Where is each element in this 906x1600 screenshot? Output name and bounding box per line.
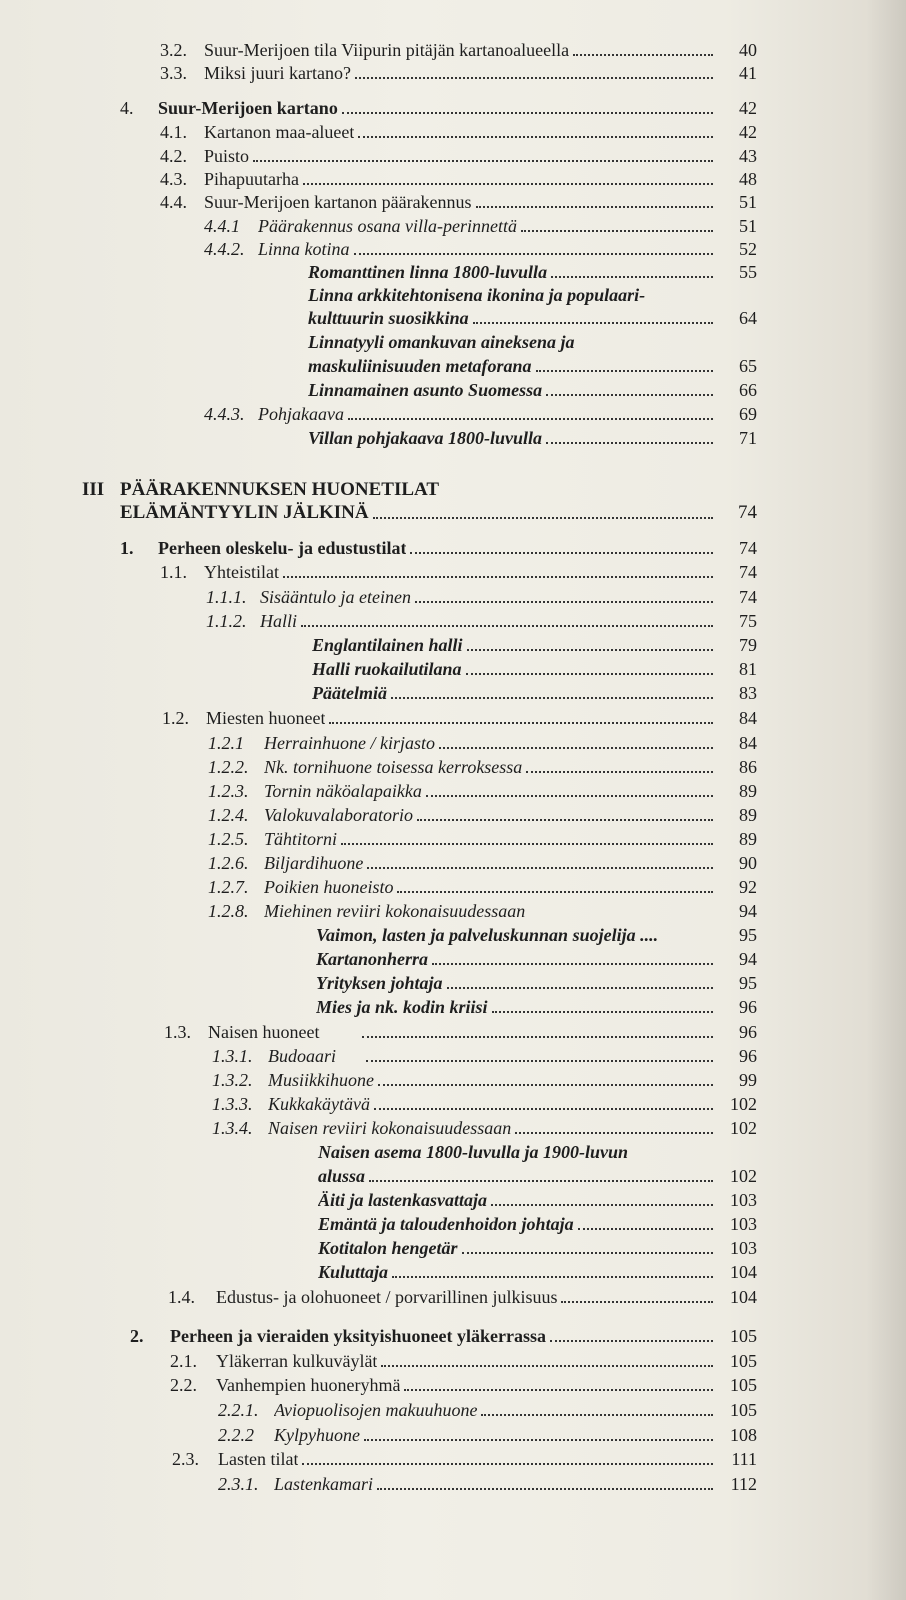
toc-entry-title: Mies ja nk. kodin kriisi xyxy=(316,997,488,1017)
toc-entry xyxy=(208,899,757,923)
dot-leader xyxy=(329,722,713,724)
toc-entry-title: Halli xyxy=(260,611,298,631)
toc-entry-number: 4.2. xyxy=(160,146,187,166)
toc-entry-title: alussa xyxy=(318,1166,366,1186)
part-title-line: PÄÄRAKENNUKSEN HUONETILAT xyxy=(120,479,439,500)
toc-entry-title: Suur-Merijoen kartanon päärakennus xyxy=(204,192,472,212)
toc-entry-title: Miesten huoneet xyxy=(206,708,326,728)
dot-leader xyxy=(491,1204,713,1206)
toc-entry-number: 1.1.1. xyxy=(206,587,247,607)
toc-entry-page: 51 xyxy=(739,216,757,236)
dot-leader xyxy=(301,625,713,627)
toc-entry-number: 4.4.2. xyxy=(204,239,245,259)
toc-entry-title: Kylpyhuone xyxy=(274,1425,360,1445)
toc-entry-page: 48 xyxy=(739,169,757,189)
dot-leader xyxy=(391,697,713,699)
toc-entry-page: 41 xyxy=(739,63,757,83)
toc-entry xyxy=(212,1068,757,1092)
toc-entry-title: Villan pohjakaava 1800-luvulla xyxy=(308,428,543,448)
toc-entry-title: Kartanonherra xyxy=(316,949,429,969)
toc-entry-page: 74 xyxy=(739,562,757,582)
dot-leader xyxy=(515,1132,713,1134)
toc-entry-page: 105 xyxy=(730,1351,757,1371)
toc-entry-title: Tornin näköalapaikka xyxy=(264,781,422,801)
toc-entry xyxy=(316,923,757,947)
dot-leader xyxy=(341,843,713,845)
toc-entry-number: 4.4.3. xyxy=(204,404,245,424)
dot-leader xyxy=(358,136,713,138)
toc-entry-page: 99 xyxy=(739,1070,757,1090)
toc-entry-title: Herrainhuone / kirjasto xyxy=(264,733,435,753)
toc-entry-title-line: Linna arkkitehtonisena ikonina ja populaari- xyxy=(308,285,646,305)
toc-entry-number: 1.3. xyxy=(164,1022,191,1042)
toc-entry xyxy=(218,1398,757,1422)
toc-entry-number: 3.3. xyxy=(160,63,187,83)
dot-leader xyxy=(283,576,713,578)
dot-leader xyxy=(561,1301,713,1303)
dot-leader xyxy=(447,987,713,989)
toc-entry-number: 1.3.1. xyxy=(212,1046,253,1066)
toc-entry xyxy=(308,260,757,284)
toc-entry-number: 4. xyxy=(120,98,134,118)
toc-entry xyxy=(204,214,757,238)
dot-leader xyxy=(364,1439,713,1441)
page-shadow xyxy=(866,0,906,1600)
dot-leader xyxy=(303,183,713,185)
toc-entry xyxy=(170,1373,757,1397)
toc-entry-number: 1.4. xyxy=(168,1287,195,1307)
dot-leader xyxy=(466,673,713,675)
toc-entry xyxy=(208,755,757,779)
toc-entry-title: Vaimon, lasten ja palveluskunnan suojelija .... xyxy=(316,925,659,945)
toc-entry-number: 1. xyxy=(120,538,134,558)
toc-entry-page: 95 xyxy=(739,973,757,993)
toc-entry-title: Linnamainen asunto Suomessa xyxy=(308,380,543,400)
toc-entry-title: Kartanon maa-alueet xyxy=(204,122,355,142)
toc-entry-page: 102 xyxy=(730,1118,757,1138)
toc-entry xyxy=(160,190,757,214)
toc-entry xyxy=(218,1472,757,1496)
dot-leader xyxy=(426,795,713,797)
toc-entry-page: 89 xyxy=(739,829,757,849)
toc-entry-page: 66 xyxy=(739,380,757,400)
toc-entry xyxy=(318,1188,757,1212)
dot-leader xyxy=(536,370,713,372)
toc-entry xyxy=(212,1116,757,1140)
toc-entry xyxy=(212,1044,757,1068)
toc-entry-page: 43 xyxy=(739,146,757,166)
toc-entry-number: 1.2.1 xyxy=(208,733,244,753)
toc-entry-number: 2.3. xyxy=(172,1449,199,1469)
dot-leader xyxy=(302,1463,713,1465)
dot-leader xyxy=(551,276,713,278)
toc-entry xyxy=(318,1236,757,1260)
part-title: ELÄMÄNTYYLIN JÄLKINÄ xyxy=(120,502,369,523)
dot-leader xyxy=(374,1108,713,1110)
toc-entry-number: 2.3.1. xyxy=(218,1474,259,1494)
toc-entry xyxy=(204,237,757,261)
dot-leader xyxy=(526,771,713,773)
dot-leader xyxy=(362,1036,713,1038)
toc-entry-number: 2.2.1. xyxy=(218,1400,259,1420)
toc-entry-page: 83 xyxy=(739,683,757,703)
toc-chapter-entry xyxy=(120,96,757,120)
toc-entry xyxy=(318,1260,757,1284)
toc-entry xyxy=(160,61,757,85)
toc-entry-page: 103 xyxy=(730,1214,757,1234)
dot-leader xyxy=(342,112,713,114)
dot-leader xyxy=(381,1365,713,1367)
toc-entry xyxy=(204,402,757,426)
toc-entry-title: Pihapuutarha xyxy=(204,169,299,189)
toc-entry-page: 86 xyxy=(739,757,757,777)
dot-leader xyxy=(366,1060,713,1062)
toc-entry-number: 1.1.2. xyxy=(206,611,247,631)
toc-entry-page: 103 xyxy=(730,1238,757,1258)
toc-entry-title: Päätelmiä xyxy=(312,683,387,703)
toc-entry-number: 2.1. xyxy=(170,1351,197,1371)
toc-entry-page: 102 xyxy=(730,1166,757,1186)
toc-entry-page: 74 xyxy=(738,502,757,523)
toc-entry-title: Yhteistilat xyxy=(204,562,279,582)
toc-entry-page: 42 xyxy=(739,122,757,142)
toc-entry-page: 71 xyxy=(739,428,757,448)
toc-entry xyxy=(208,851,757,875)
toc-chapter-entry xyxy=(130,1324,757,1348)
toc-entry xyxy=(162,706,757,730)
toc-chapter-entry xyxy=(120,536,757,560)
toc-entry-page: 96 xyxy=(739,1022,757,1042)
toc-entry-number: 2.2. xyxy=(170,1375,197,1395)
toc-entry-title: Budoaari xyxy=(268,1046,337,1066)
toc-entry-page: 102 xyxy=(730,1094,757,1114)
toc-entry-number: 1.2. xyxy=(162,708,189,728)
toc-entry-page: 79 xyxy=(739,635,757,655)
toc-entry xyxy=(308,306,757,330)
toc-entry xyxy=(308,354,757,378)
toc-entry-title: Poikien huoneisto xyxy=(264,877,394,897)
toc-entry-page: 84 xyxy=(739,733,757,753)
toc-entry-number: 2.2.2 xyxy=(218,1425,254,1445)
toc-entry-title: Yläkerran kulkuväylät xyxy=(216,1351,378,1371)
toc-entry-page: 96 xyxy=(739,997,757,1017)
toc-entry-page: 94 xyxy=(739,901,757,921)
toc-entry-title: Englantilainen halli xyxy=(312,635,463,655)
dot-leader xyxy=(348,418,713,420)
toc-entry-title-line: Naisen asema 1800-luvulla ja 1900-luvun xyxy=(318,1142,629,1162)
toc-entry-page: 40 xyxy=(739,40,757,60)
toc-entry-title: Kotitalon hengetär xyxy=(318,1238,458,1258)
toc-entry-title: Naisen huoneet xyxy=(208,1022,320,1042)
dot-leader xyxy=(578,1228,713,1230)
toc-entry-page: 74 xyxy=(739,538,757,558)
toc-entry xyxy=(312,633,757,657)
toc-entry-number: 1.2.4. xyxy=(208,805,249,825)
toc-entry-number: 1.2.6. xyxy=(208,853,249,873)
toc-entry-page: 108 xyxy=(730,1425,757,1445)
toc-entry-title: Linna kotina xyxy=(258,239,350,259)
toc-entry-number: 4.3. xyxy=(160,169,187,189)
toc-entry-page: 89 xyxy=(739,781,757,801)
toc-entry-page: 42 xyxy=(739,98,757,118)
dot-leader xyxy=(355,77,713,79)
toc-entry-title: Päärakennus osana villa-perinnettä xyxy=(258,216,517,236)
toc-entry-title: Suur-Merijoen kartano xyxy=(158,98,338,118)
toc-entry xyxy=(160,38,757,62)
toc-entry xyxy=(164,1020,757,1044)
toc-entry-number: 1.1. xyxy=(160,562,187,582)
dot-leader xyxy=(354,253,713,255)
toc-entry xyxy=(160,560,757,584)
toc-entry xyxy=(208,779,757,803)
toc-entry-page: 95 xyxy=(739,925,757,945)
toc-entry-title: Perheen oleskelu- ja edustustilat xyxy=(158,538,407,558)
dot-leader xyxy=(476,206,713,208)
toc-entry-page: 65 xyxy=(739,356,757,376)
toc-entry-page: 55 xyxy=(739,262,757,282)
toc-entry-title: Puisto xyxy=(204,146,250,166)
toc-entry-title: maskuliinisuuden metaforana xyxy=(308,356,532,376)
toc-entry-title: Halli ruokailutilana xyxy=(312,659,462,679)
toc-entry-number: 3.2. xyxy=(160,40,187,60)
toc-entry xyxy=(208,827,757,851)
toc-entry-title: Kuluttaja xyxy=(318,1262,389,1282)
toc-entry-page: 104 xyxy=(730,1262,757,1282)
dot-leader xyxy=(467,649,713,651)
toc-entry-number: 1.2.3. xyxy=(208,781,249,801)
dot-leader xyxy=(373,517,713,519)
toc-entry xyxy=(208,731,757,755)
toc-entry-title: Pohjakaava xyxy=(258,404,344,424)
toc-entry-page: 92 xyxy=(739,877,757,897)
toc-entry xyxy=(308,378,757,402)
dot-leader xyxy=(392,1276,713,1278)
toc-entry-number: 4.4. xyxy=(160,192,187,212)
dot-leader xyxy=(573,54,713,56)
toc-entry-title: Edustus- ja olohuoneet / porvarillinen julkisuus xyxy=(216,1287,558,1307)
dot-leader xyxy=(473,322,713,324)
toc-entry-number: 4.4.1 xyxy=(204,216,240,236)
toc-entry-number: 1.3.4. xyxy=(212,1118,253,1138)
toc-entry-number: 1.2.7. xyxy=(208,877,249,897)
toc-entry-title: Lasten tilat xyxy=(218,1449,299,1469)
toc-entry xyxy=(172,1447,757,1471)
toc-entry-number: 4.1. xyxy=(160,122,187,142)
dot-leader xyxy=(432,963,713,965)
toc-entry xyxy=(316,995,757,1019)
dot-leader xyxy=(404,1389,713,1391)
toc-entry-title: Emäntä ja taloudenhoidon johtaja xyxy=(318,1214,574,1234)
toc-entry xyxy=(160,144,757,168)
toc-entry xyxy=(312,681,757,705)
toc-entry-title: Äiti ja lastenkasvattaja xyxy=(318,1190,488,1210)
toc-entry xyxy=(160,120,757,144)
toc-entry xyxy=(318,1212,757,1236)
dot-leader xyxy=(415,601,713,603)
toc-entry-page: 103 xyxy=(730,1190,757,1210)
part-number: III xyxy=(82,479,105,500)
toc-entry-page: 75 xyxy=(739,611,757,631)
toc-entry xyxy=(168,1285,757,1309)
toc-entry-title: kulttuurin suosikkina xyxy=(308,308,469,328)
toc-entry-title: Aviopuolisojen makuuhuone xyxy=(274,1400,478,1420)
toc-entry-page: 111 xyxy=(731,1449,757,1469)
dot-leader xyxy=(253,160,713,162)
toc-entry-page: 84 xyxy=(739,708,757,728)
toc-entry-page: 89 xyxy=(739,805,757,825)
toc-entry-title: Tähtitorni xyxy=(264,829,338,849)
toc-entry-number: 1.2.2. xyxy=(208,757,249,777)
toc-entry xyxy=(308,426,757,450)
toc-entry-title: Nk. tornihuone toisessa kerroksessa xyxy=(264,757,523,777)
dot-leader xyxy=(521,230,713,232)
toc-entry xyxy=(218,1423,757,1447)
toc-entry xyxy=(160,167,757,191)
toc-entry-title: Vanhempien huoneryhmä xyxy=(216,1375,401,1395)
toc-entry-page: 64 xyxy=(739,308,757,328)
toc-entry-page: 105 xyxy=(730,1400,757,1420)
toc-entry-title: Yrityksen johtaja xyxy=(316,973,443,993)
toc-entry-title: Romanttinen linna 1800-luvulla xyxy=(308,262,548,282)
toc-entry-title: Kukkakäytävä xyxy=(268,1094,370,1114)
toc-entry-title: Miksi juuri kartano? xyxy=(204,63,351,83)
toc-entry-title: Suur-Merijoen tila Viipurin pitäjän kartanoalueella xyxy=(204,40,570,60)
toc-entry xyxy=(212,1092,757,1116)
toc-entry-page: 94 xyxy=(739,949,757,969)
toc-entry xyxy=(206,585,757,609)
toc-entry xyxy=(208,803,757,827)
dot-leader xyxy=(462,1252,713,1254)
dot-leader xyxy=(378,1084,713,1086)
toc-entry xyxy=(316,971,757,995)
toc-entry-number: 1.2.8. xyxy=(208,901,249,921)
toc-entry-title-line: Linnatyyli omankuvan aineksena ja xyxy=(308,332,575,352)
toc-entry-title: Biljardihuone xyxy=(264,853,364,873)
toc-entry-title: Naisen reviiri kokonaisuudessaan xyxy=(268,1118,512,1138)
dot-leader xyxy=(546,442,713,444)
toc-entry-page: 52 xyxy=(739,239,757,259)
toc-entry-page: 105 xyxy=(730,1326,757,1346)
toc-entry xyxy=(170,1349,757,1373)
dot-leader xyxy=(546,394,713,396)
toc-entry-number: 1.2.5. xyxy=(208,829,249,849)
toc-entry-page: 69 xyxy=(739,404,757,424)
dot-leader xyxy=(377,1488,713,1490)
dot-leader xyxy=(481,1414,713,1416)
dot-leader xyxy=(410,552,713,554)
toc-entry-page: 96 xyxy=(739,1046,757,1066)
dot-leader xyxy=(367,867,713,869)
toc-entry-page: 112 xyxy=(730,1474,757,1494)
toc-entry-page: 90 xyxy=(739,853,757,873)
toc-entry-number: 1.3.2. xyxy=(212,1070,253,1090)
toc-entry-title: Lastenkamari xyxy=(274,1474,373,1494)
toc-entry-page: 51 xyxy=(739,192,757,212)
toc-entry-title: Valokuvalaboratorio xyxy=(264,805,413,825)
dot-leader xyxy=(550,1340,713,1342)
toc-entry-page: 74 xyxy=(739,587,757,607)
toc-entry xyxy=(206,609,757,633)
toc-entry-title: Miehinen reviiri kokonaisuudessaan xyxy=(264,901,526,921)
toc-entry-title: Musiikkihuone xyxy=(268,1070,374,1090)
toc-entry-page: 81 xyxy=(739,659,757,679)
toc-entry xyxy=(318,1164,757,1188)
toc-entry-number: 1.3.3. xyxy=(212,1094,253,1114)
dot-leader xyxy=(417,819,713,821)
toc-entry xyxy=(208,875,757,899)
toc-entry xyxy=(316,947,757,971)
dot-leader xyxy=(369,1180,713,1182)
toc-entry-page: 104 xyxy=(730,1287,757,1307)
dot-leader xyxy=(397,891,713,893)
toc-entry-number: 2. xyxy=(130,1326,144,1346)
toc-entry xyxy=(312,657,757,681)
toc-entry-title: Sisääntulo ja eteinen xyxy=(260,587,411,607)
toc-entry-title: Perheen ja vieraiden yksityishuoneet yläkerrassa xyxy=(170,1326,546,1346)
part-entry xyxy=(120,501,757,525)
toc-entry-page: 105 xyxy=(730,1375,757,1395)
dot-leader xyxy=(439,747,713,749)
dot-leader xyxy=(492,1011,713,1013)
